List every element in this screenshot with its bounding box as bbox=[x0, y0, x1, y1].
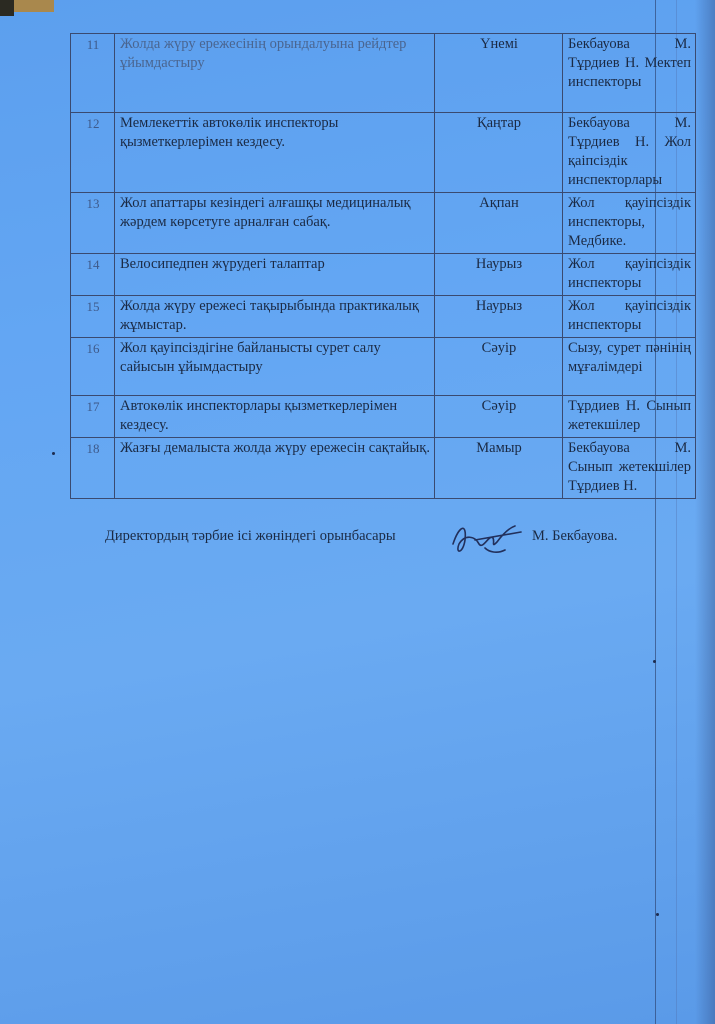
date-cell: Ақпан bbox=[435, 193, 563, 254]
handwritten-signature bbox=[445, 514, 527, 562]
row-number: 16 bbox=[71, 338, 115, 396]
table-row bbox=[71, 438, 696, 499]
date-cell: Наурыз bbox=[435, 254, 563, 296]
event-cell: Жол апаттары кезіндегі алғашқы медициналық жәрдем көрсетуге арналған сабақ. bbox=[115, 193, 435, 254]
table-row bbox=[71, 34, 696, 113]
responsible-cell: Бекбауова М. Тұрдиев Н. Мектеп инспекторы bbox=[563, 34, 696, 113]
event-cell: Жол қауіпсіздігіне байланысты сурет салу сайысын ұйымдастыру bbox=[115, 338, 435, 396]
ink-dot bbox=[52, 452, 55, 455]
row-number: 18 bbox=[71, 438, 115, 499]
table-row bbox=[71, 296, 696, 338]
event-cell: Велосипедпен жүрудегі талаптар bbox=[115, 254, 435, 296]
photo-corner-wood bbox=[14, 0, 54, 12]
signatory-position: Директордың тәрбие ісі жөніндегі орынбасары bbox=[105, 528, 396, 544]
date-cell: Сәуір bbox=[435, 338, 563, 396]
date-cell: Үнемі bbox=[435, 34, 563, 113]
signature-block bbox=[105, 528, 665, 552]
event-cell: Жолда жүру ережесінің орындалуына рейдтер ұйымдастыру bbox=[115, 34, 435, 113]
row-number: 12 bbox=[71, 113, 115, 193]
row-number: 13 bbox=[71, 193, 115, 254]
responsible-cell: Жол қауіпсіздік инспекторы, Медбике. bbox=[563, 193, 696, 254]
table-row bbox=[71, 113, 696, 193]
row-number: 14 bbox=[71, 254, 115, 296]
row-number: 11 bbox=[71, 34, 115, 113]
responsible-cell: Сызу, сурет пәнінің мұғалімдері bbox=[563, 338, 696, 396]
responsible-cell: Жол қауіпсіздік инспекторы bbox=[563, 254, 696, 296]
date-cell: Сәуір bbox=[435, 396, 563, 438]
event-plan-table bbox=[70, 33, 696, 499]
ink-dot bbox=[653, 660, 656, 663]
event-cell: Мемлекеттік автокөлік инспекторы қызметкерлерімен кездесу. bbox=[115, 113, 435, 193]
row-number: 15 bbox=[71, 296, 115, 338]
responsible-cell: Жол қауіпсіздік инспекторы bbox=[563, 296, 696, 338]
date-cell: Қаңтар bbox=[435, 113, 563, 193]
responsible-cell: Бекбауова М. Тұрдиев Н. Жол қаіпсіздік инспекторлары bbox=[563, 113, 696, 193]
photo-corner-dark bbox=[0, 0, 14, 16]
ink-dot bbox=[656, 913, 659, 916]
event-cell: Жолда жүру ережесі тақырыбында практикалық жұмыстар. bbox=[115, 296, 435, 338]
table-row bbox=[71, 338, 696, 396]
paper-edge-shadow bbox=[695, 0, 715, 1024]
signatory-name: М. Бекбауова. bbox=[532, 528, 618, 544]
row-number: 17 bbox=[71, 396, 115, 438]
event-cell: Жазғы демалыста жолда жүру ережесін сақтайық. bbox=[115, 438, 435, 499]
table-row bbox=[71, 254, 696, 296]
event-cell: Автокөлік инспекторлары қызметкерлерімен кездесу. bbox=[115, 396, 435, 438]
responsible-cell: Бекбауова М. Сынып жетекшілер Тұрдиев Н. bbox=[563, 438, 696, 499]
table-row bbox=[71, 193, 696, 254]
date-cell: Мамыр bbox=[435, 438, 563, 499]
date-cell: Наурыз bbox=[435, 296, 563, 338]
responsible-cell: Тұрдиев Н. Сынып жетекшілер bbox=[563, 396, 696, 438]
table-row bbox=[71, 396, 696, 438]
